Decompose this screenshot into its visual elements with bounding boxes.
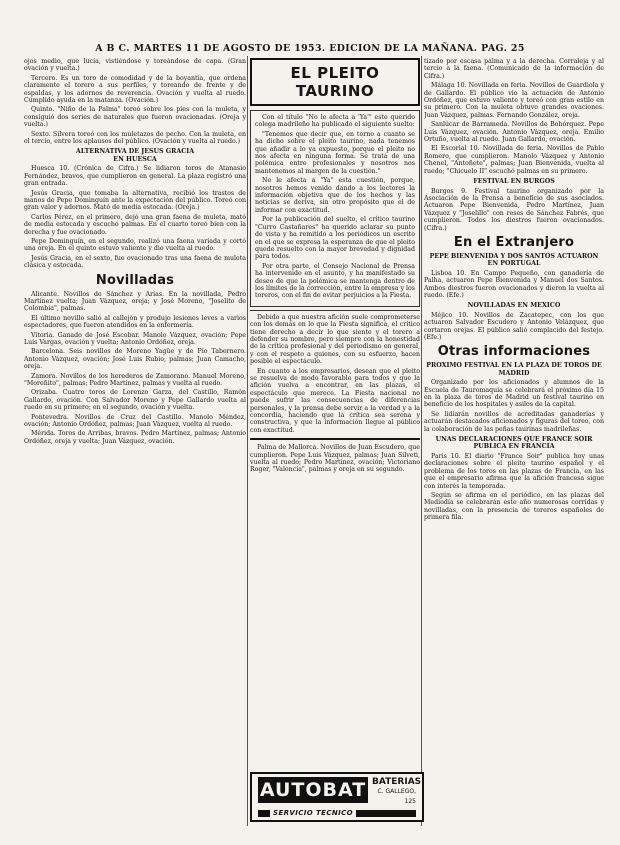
paragraph: Málaga 10. Novillada en feria. Novillos de Guardiola y de Gallardo. El público vio la actuación de Antonio Ordóñez, que estuvo valiente y toreó con gran estilo en su primero. Con la muleta obtuvo grandes ovaciones. Juan Vázquez, palmas. Fernando González, oreja.: [424, 82, 604, 119]
column-middle: [250, 58, 420, 828]
paragraph: Palma de Mallorca. Novillos de Juan Escudero, que cumplieron. Pepe Luis Vázquez, palmas; Juan Silveti, vuelta al ruedo; Pedro Martínez, ovación; Victoriano Roger, "Valencia", palmas y oreja en su segundo.: [250, 444, 420, 474]
paragraph: Debido a que nuestra afición suele comprometerse con los demás en lo que la Fiesta significa, el crítico tiene derecho a decir lo que siente y el torero a defender su nombre, pero siempre con la honestidad de la crítica profesional y del periodismo en general, y con el respeto a quienes, con su esfuerzo, hacen posible el espectáculo.: [250, 313, 420, 366]
ad-tagline: SERVICIO TECNICO: [258, 809, 416, 817]
paragraph: Méjico 10. Novillos de Zacatepec, con los que actuaron Salvador Escudero y Antonio Velázquez, que cortaron orejas. El público salió complacido del festejo. (Efe.): [424, 311, 604, 341]
paragraph: Barcelona. Seis novillos de Moreno Yagüe y de Pío Tabernero. Antonio Vázquez, ovación; José Luis Rubio, palmas; Juan Camacho, oreja.: [24, 348, 246, 371]
paragraph: ojos medio, que lucía, vistiéndose y toreándose de capa. (Gran ovación y vuelta.): [24, 58, 246, 73]
paragraph: "Tenemos que decir que, en torno a cuanto se ha dicho sobre el pleito taurino, nada tenemos que añadir a lo ya expuesto, porque el pleito no nos afecta en ninguna forma. Se trata de una polémica entre profesionales y nosotros nos mantenemos al margen de la cuestión.": [255, 130, 415, 175]
paragraph: Lisboa 10. En Campo Pequeño, con ganadería de Palha, actuaron Pepe Bienvenida y Manuel dos Santos. Ambos diestros fueron ovacionados y dieron la vuelta al ruedo. (Efe.): [424, 269, 604, 299]
ad-side: [372, 777, 422, 807]
section-title-novilladas: Novilladas: [95, 272, 175, 288]
subheading-burgos: FESTIVAL EN BURGOS: [473, 178, 555, 186]
subheading-portugal: PEPE BIENVENIDA Y DOS SANTOS ACTUARON EN PORTUGAL: [429, 252, 599, 268]
subheading-alternativa: [24, 148, 246, 163]
paragraph: Por la publicación del suelto, el crítico taurino "Curro Castañares" ha querido aclarar su punto de vista y ha remitido a los periódicos un escrito en el que se expresa la esperanza de que el pleito quede resuelto con la mayor brevedad y dignidad para todos.: [255, 216, 415, 261]
ad-address: C. GALLEGO, 125: [377, 788, 416, 805]
paragraph: El último novillo salió al callejón y produjo lesiones leves a varios espectadores, que fueron atendidos en la enfermería.: [24, 314, 246, 330]
divider: [250, 438, 420, 440]
article-title: EL PLEITO TAURINO: [250, 58, 420, 106]
paragraph: Sexto. Silvera toreó con los muletazos de pecho. Con la muleta, en el tercio, entre los aplausos del público. (Ovación y vuelta al ruedo.): [24, 130, 246, 146]
paragraph: Alicante. Novillos de Sánchez y Arias. En la novillada, Pedro Martínez vuelta; Juan Vázquez, oreja; y José Moreno, "Joselito de Colombia", palmas.: [24, 290, 246, 313]
subheading-francia: UNAS DECLARACIONES QUE FRANCE SOIR PUBLICA EN FRANCIA: [435, 436, 593, 451]
column-left: [24, 58, 246, 828]
paragraph: Tercero. Es un toro de comodidad y de la boyantía, que ordena claramente el torero a sus perfiles, y toreando de frente y de espaldas, y los adornos de reverencia. Ovación y vuelta al ruedo. Cumplido ayuda en la matanza. (Ovación.): [24, 74, 246, 105]
paragraph: Vitoria. Ganado de José Escobar. Manolo Vázquez, ovación; Pepe Luis Vargas, ovación y vuelta; Antonio Ordóñez, oreja.: [24, 331, 246, 346]
advertisement: [250, 772, 424, 822]
paragraph: Carlos Pérez, en el primero, dejó una gran faena de muleta, mató de media estocada y escuchó palmas. En el cuarto toreó bien con la derecha y fue ovacionado.: [24, 213, 246, 236]
paragraph: No le afecta a "Ya" esta cuestión, porque, nosotros hemos venido dando a los lectores la información objetiva que de los hechos y las noticias se deriva, sin otro propósito que el de informar con exactitud.: [255, 177, 415, 214]
paragraph: Organizado por los aficionados y alumnos de la Escuela de Tauromaquia se celebrará el próximo día 15 en la plaza de toros de Madrid un festival taurino en beneficio de los hospitales y asilos de la capital.: [424, 379, 604, 409]
paragraph: Paris 10. El diario "France Soir" publica hoy unas declaraciones sobre el pleito taurino español y el problema de los toros en las plazas de Francia, en las que el empresario afirma que la afición francesa sigue con interés la temporada.: [424, 452, 604, 490]
paragraph: Mérida. Toros de Arribas, bravos. Pedro Martínez, palmas; Antonio Ordóñez, oreja y vuelta; Juan Vázquez, ovación.: [24, 430, 246, 445]
paragraph: Quinto. "Niño de la Palma" toreó sobre los pies con la muleta, y consiguió dos series de naturales que fueron ovacionadas. (Oreja y vuelta.): [24, 106, 246, 129]
paragraph: Sanlúcar de Barrameda. Novillos de Bohórquez. Pepe Luis Vázquez, ovación. Antonio Vázquez, oreja. Emilio Ortuño, vuelta al ruedo. Juan Gallardo, ovación.: [424, 121, 604, 144]
section-title-extranjero: En el Extranjero: [453, 234, 575, 250]
paragraph: tizado por escasa palma y a la derecha. Corraleja y al tercio a la faena. (Comunicado de la información de Cifra.): [424, 58, 604, 80]
subheading-mexico: NOVILLADAS EN MEXICO: [467, 302, 561, 310]
subheading-line: EN HUESCA: [113, 155, 157, 163]
subheading-festival: PROXIMO FESTIVAL EN LA PLAZA DE TOROS DE MADRID: [426, 362, 602, 377]
paragraph: Pepe Dominguín, en el segundo, realizó una faena variada y cortó una oreja. En el quinto estuvo valiente y dio vuelta al ruedo.: [24, 237, 246, 253]
section-title-otras: Otras informaciones: [437, 344, 591, 360]
paragraph: Zamora. Novillos de los herederos de Zamorano. Manuel Moreno, "Moreñito", palmas; Pedro Martínez, palmas y vuelta al ruedo.: [24, 372, 246, 388]
paragraph: Huesca 10. (Crónica de Cifra.) Se lidiaron toros de Atanasio Fernández, bravos, que cumplieron en general. La plaza registró una gran entrada.: [24, 165, 246, 188]
paragraph: Pontevedra. Novillos de Cruz del Castillo. Manolo Méndez, ovación; Antonio Ordóñez, palmas; Juan Vázquez, vuelta al ruedo.: [24, 413, 246, 429]
paragraph: Burgos 9. Festival taurino organizado por la Asociación de la Prensa a beneficio de sus asociados. Actuaron Pepe Bienvenida, Pedro Martínez, Juan Vázquez y "Joselillo" con reses de Sánchez Fabrés, que cumplieron. Todos los diestros fueron ovacionados. (Cifra.): [424, 187, 604, 232]
paragraph: Según se afirma en el periódico, en las plazas del Mediodía se celebrarán este año numerosas corridas y novilladas, con la presencia de toreros españoles de primera fila.: [424, 491, 604, 522]
paragraph: En cuanto a los empresarios, desean que el pleito se resuelva de modo favorable para todos y que la afición vuelva a encontrar, en las plazas, el espectáculo que merece. La Fiesta nacional no puede sufrir las consecuencias de diferencias personales, y la prensa debe servir a la verdad y a la concordia, haciendo que la crítica sea serena y constructiva, y que la información llegue al público con exactitud.: [250, 367, 420, 434]
paragraph: Se lidiarán novillos de acreditadas ganaderías y actuarán destacados aficionados y figuras del toreo, con la colaboración de las peñas taurinas madrileñas.: [424, 410, 604, 433]
paragraph: El Escorial 10. Novillada de feria. Novillos de Pablo Romero, que cumplieron. Manolo Vázquez y Antonio Chenel, "Antoñete", palmas; Juan Bienvenida, vuelta al ruedo; "Chicuelo II" escuchó palmas en su primero.: [424, 145, 604, 175]
paragraph: Orizaba. Cuatro toros de Lorenzo Garza, del Castillo, Ramón Gallardo, ovación. Con Salvador Moreno y Pepe Gallardo vuelta al ruedo en su primero; en el segundo, ovación y vuelta.: [24, 389, 246, 412]
subheading-line: ALTERNATIVA DE JESUS GRACIA: [75, 148, 195, 156]
ad-side-label: BATERIAS: [372, 777, 422, 787]
article-box: [250, 110, 420, 307]
column-divider: [247, 56, 248, 826]
column-divider: [421, 56, 422, 826]
ad-brand: AUTOBAT: [259, 779, 367, 801]
paragraph: Con el título "No le afecta a 'Ya'" este querido colega madrileño ha publicado el siguiente suelto:: [255, 114, 415, 129]
paragraph: Por otra parte, el Consejo Nacional de Prensa ha intervenido en el asunto, y ha manifestado su deseo de que la polémica se mantenga dentro de los límites de la corrección, entre la empresa y los toreros, con el fin de evitar perjuicios a la Fiesta.: [255, 262, 415, 300]
paragraph: Jesús Gracia, en el sexto, fue ovacionado tras una faena de muleta clásica y estocada.: [24, 254, 246, 270]
page-header: A B C. MARTES 11 DE AGOSTO DE 1953. EDICION DE LA MAÑANA. PAG. 25: [95, 43, 525, 54]
divider: [250, 310, 420, 311]
column-right: [424, 58, 604, 828]
paragraph: Jesús Gracia, que tomaba la alternativa, recibió los trastos de manos de Pepe Dominguín ante la expectación del público. Toreó con gran valor y adornos. Mató de media estocada. (Oreja.): [24, 189, 246, 212]
